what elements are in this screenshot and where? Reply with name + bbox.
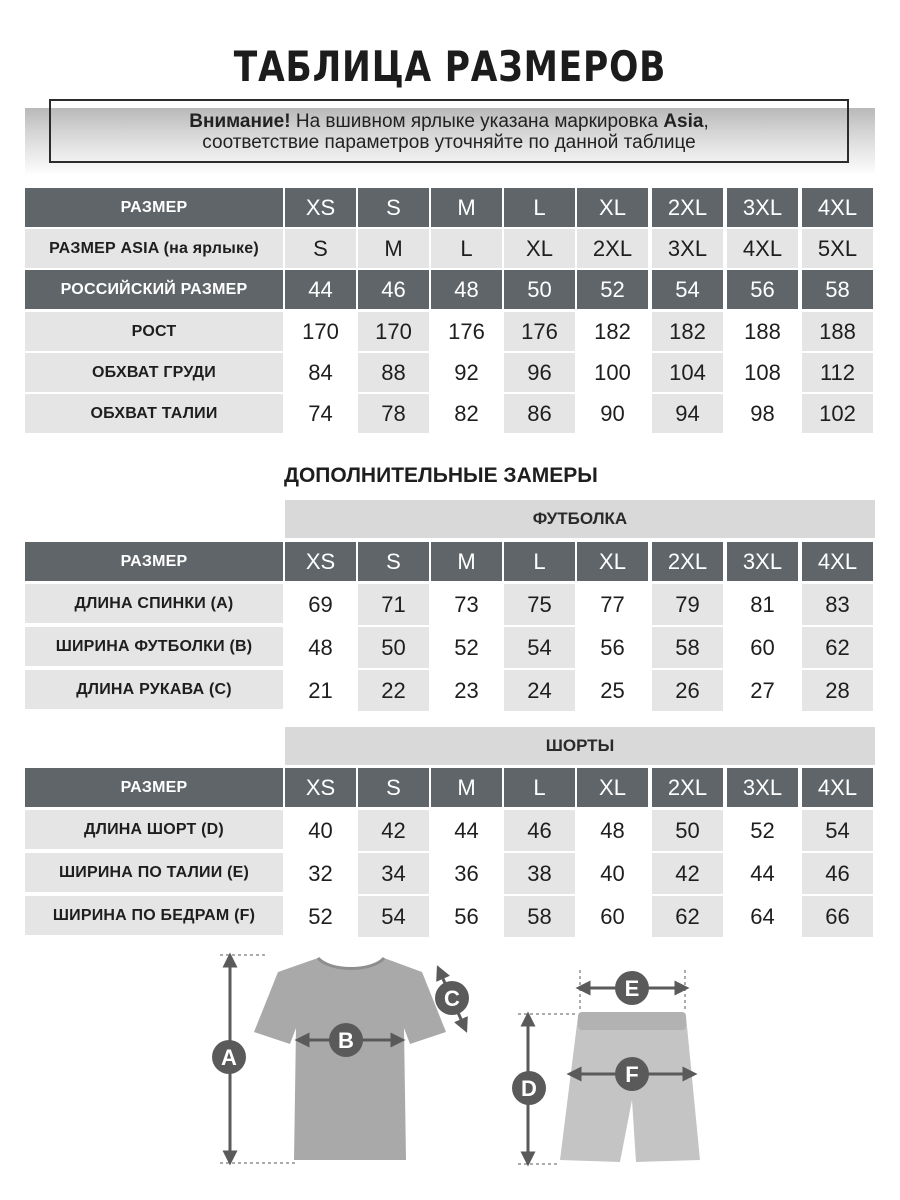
tshirt-size-header: XS <box>285 542 356 581</box>
main-table-cell: 54 <box>652 270 723 309</box>
shorts-cell: 64 <box>727 896 798 937</box>
main-table-cell: 90 <box>577 394 648 433</box>
main-table-cell: 108 <box>727 353 798 392</box>
shorts-cell: 42 <box>358 810 429 851</box>
svg-text:C: C <box>444 986 460 1011</box>
tshirt-cell: 52 <box>431 627 502 668</box>
shorts-cell: 56 <box>431 896 502 937</box>
shorts-cell: 32 <box>285 853 356 894</box>
main-table-cell: 4XL <box>802 188 873 227</box>
shorts-cell: 44 <box>727 853 798 894</box>
tshirt-cell: 71 <box>358 584 429 625</box>
tshirt-cell: 23 <box>431 670 502 711</box>
shorts-cell: 46 <box>504 810 575 851</box>
svg-text:A: A <box>221 1045 237 1070</box>
tshirt-row-label: ДЛИНА СПИНКИ (A) <box>25 584 283 623</box>
main-table-cell: 3XL <box>727 188 798 227</box>
main-row-label: ОБХВАТ ТАЛИИ <box>25 394 283 433</box>
tshirt-cell: 24 <box>504 670 575 711</box>
notice-box <box>49 99 849 163</box>
tshirt-cell: 77 <box>577 584 648 625</box>
tshirt-cell: 28 <box>802 670 873 711</box>
shorts-size-header: XS <box>285 768 356 807</box>
main-table-cell: XL <box>504 229 575 268</box>
svg-text:F: F <box>625 1062 639 1087</box>
tshirt-cell: 83 <box>802 584 873 625</box>
tshirt-row-label: ДЛИНА РУКАВА (C) <box>25 670 283 709</box>
main-table-cell: 102 <box>802 394 873 433</box>
main-table-cell: 52 <box>577 270 648 309</box>
tshirt-cell: 27 <box>727 670 798 711</box>
tshirt-size-header: S <box>358 542 429 581</box>
tshirt-cell: 79 <box>652 584 723 625</box>
main-table-cell: 92 <box>431 353 502 392</box>
shorts-cell: 54 <box>802 810 873 851</box>
measurement-diagram <box>0 940 900 1180</box>
main-table-cell: 84 <box>285 353 356 392</box>
main-table-cell: 78 <box>358 394 429 433</box>
shorts-cell: 36 <box>431 853 502 894</box>
shorts-row-label: ДЛИНА ШОРТ (D) <box>25 810 283 849</box>
notice-comma: , <box>703 111 709 132</box>
main-table-cell: M <box>431 188 502 227</box>
main-table-cell: 86 <box>504 394 575 433</box>
tshirt-cell: 26 <box>652 670 723 711</box>
tshirt-size-header: 4XL <box>802 542 873 581</box>
main-table-cell: 74 <box>285 394 356 433</box>
page-title: ТАБЛИЦА РАЗМЕРОВ <box>233 42 667 91</box>
tshirt-cell: 62 <box>802 627 873 668</box>
shorts-cell: 52 <box>727 810 798 851</box>
notice-line-1 <box>51 111 847 132</box>
main-table-cell: 188 <box>727 312 798 351</box>
shorts-row-label: ШИРИНА ПО БЕДРАМ (F) <box>25 896 283 935</box>
shorts-band: ШОРТЫ <box>285 727 875 765</box>
main-row-label: РОСТ <box>25 312 283 351</box>
tshirt-cell: 54 <box>504 627 575 668</box>
marker-d <box>512 1071 546 1105</box>
main-table-cell: 182 <box>577 312 648 351</box>
main-table-cell: 112 <box>802 353 873 392</box>
shorts-cell: 40 <box>577 853 648 894</box>
shorts-cell: 50 <box>652 810 723 851</box>
main-table-cell: M <box>358 229 429 268</box>
svg-text:D: D <box>521 1076 537 1101</box>
marker-f <box>615 1057 649 1091</box>
main-table-cell: L <box>431 229 502 268</box>
tshirt-size-header: M <box>431 542 502 581</box>
shorts-cell: 34 <box>358 853 429 894</box>
main-table-cell: S <box>285 229 356 268</box>
notice-brand: Asia <box>663 111 704 132</box>
shorts-size-header: 2XL <box>652 768 723 807</box>
main-table-cell: S <box>358 188 429 227</box>
shorts-cell: 52 <box>285 896 356 937</box>
tshirt-cell: 58 <box>652 627 723 668</box>
tshirt-cell: 69 <box>285 584 356 625</box>
main-table-cell: XS <box>285 188 356 227</box>
shorts-cell: 60 <box>577 896 648 937</box>
main-table-cell: 176 <box>504 312 575 351</box>
main-table-cell: 176 <box>431 312 502 351</box>
shorts-cell: 48 <box>577 810 648 851</box>
tshirt-cell: 81 <box>727 584 798 625</box>
main-table-cell: 170 <box>285 312 356 351</box>
shorts-size-header: XL <box>577 768 648 807</box>
shorts-size-header: 4XL <box>802 768 873 807</box>
main-table-cell: 98 <box>727 394 798 433</box>
main-table-cell: 96 <box>504 353 575 392</box>
shorts-cell: 54 <box>358 896 429 937</box>
main-table-cell: 58 <box>802 270 873 309</box>
main-row-label: РАЗМЕР ASIA (на ярлыке) <box>25 229 283 268</box>
shorts-cell: 44 <box>431 810 502 851</box>
tshirt-row-label: ШИРИНА ФУТБОЛКИ (B) <box>25 627 283 666</box>
shorts-cell: 66 <box>802 896 873 937</box>
main-table-cell: 104 <box>652 353 723 392</box>
tshirt-cell: 60 <box>727 627 798 668</box>
main-table-cell: L <box>504 188 575 227</box>
marker-a <box>212 1040 246 1074</box>
main-table-cell: 2XL <box>577 229 648 268</box>
marker-b <box>329 1023 363 1057</box>
tshirt-cell: 75 <box>504 584 575 625</box>
tshirt-cell: 25 <box>577 670 648 711</box>
tshirt-cell: 21 <box>285 670 356 711</box>
shorts-cell: 58 <box>504 896 575 937</box>
marker-c <box>435 981 469 1015</box>
main-table-cell: 170 <box>358 312 429 351</box>
additional-measurements-title: ДОПОЛНИТЕЛЬНЫЕ ЗАМЕРЫ <box>284 464 598 487</box>
main-table-cell: 5XL <box>802 229 873 268</box>
shorts-header-label: РАЗМЕР <box>25 768 283 807</box>
notice-warning: Внимание! <box>189 111 291 132</box>
tshirt-size-header: L <box>504 542 575 581</box>
tshirt-cell: 48 <box>285 627 356 668</box>
main-table-cell: 3XL <box>652 229 723 268</box>
shorts-cell: 40 <box>285 810 356 851</box>
main-table-cell: 50 <box>504 270 575 309</box>
main-table-cell: 94 <box>652 394 723 433</box>
tshirt-band: ФУТБОЛКА <box>285 500 875 538</box>
shorts-cell: 42 <box>652 853 723 894</box>
main-table-cell: 2XL <box>652 188 723 227</box>
tshirt-cell: 56 <box>577 627 648 668</box>
main-row-label: ОБХВАТ ГРУДИ <box>25 353 283 392</box>
svg-text:E: E <box>624 976 640 1001</box>
tshirt-header-label: РАЗМЕР <box>25 542 283 581</box>
shorts-cell: 38 <box>504 853 575 894</box>
shorts-cell: 46 <box>802 853 873 894</box>
tshirt-cell: 22 <box>358 670 429 711</box>
shorts-size-header: L <box>504 768 575 807</box>
tshirt-illustration <box>254 958 446 1160</box>
main-table-cell: 88 <box>358 353 429 392</box>
main-table-cell: 48 <box>431 270 502 309</box>
shorts-size-header: S <box>358 768 429 807</box>
main-table-cell: 44 <box>285 270 356 309</box>
main-table-cell: 46 <box>358 270 429 309</box>
tshirt-size-header: 2XL <box>652 542 723 581</box>
main-table-cell: 188 <box>802 312 873 351</box>
shorts-size-header: 3XL <box>727 768 798 807</box>
main-table-cell: 82 <box>431 394 502 433</box>
tshirt-cell: 73 <box>431 584 502 625</box>
main-table-cell: 182 <box>652 312 723 351</box>
main-row-label: РОССИЙСКИЙ РАЗМЕР <box>25 270 283 309</box>
main-table-cell: 56 <box>727 270 798 309</box>
main-table-cell: 100 <box>577 353 648 392</box>
notice-text: На вшивном ярлыке указана маркировка <box>290 111 664 132</box>
main-table-cell: XL <box>577 188 648 227</box>
shorts-cell: 62 <box>652 896 723 937</box>
marker-e <box>615 971 649 1005</box>
shorts-row-label: ШИРИНА ПО ТАЛИИ (E) <box>25 853 283 892</box>
main-table-cell: 4XL <box>727 229 798 268</box>
shorts-size-header: M <box>431 768 502 807</box>
notice-line-2: соответствие параметров уточняйте по данной таблице <box>202 132 696 153</box>
svg-text:B: B <box>338 1028 354 1053</box>
tshirt-cell: 50 <box>358 627 429 668</box>
tshirt-size-header: XL <box>577 542 648 581</box>
tshirt-size-header: 3XL <box>727 542 798 581</box>
main-row-label: РАЗМЕР <box>25 188 283 227</box>
